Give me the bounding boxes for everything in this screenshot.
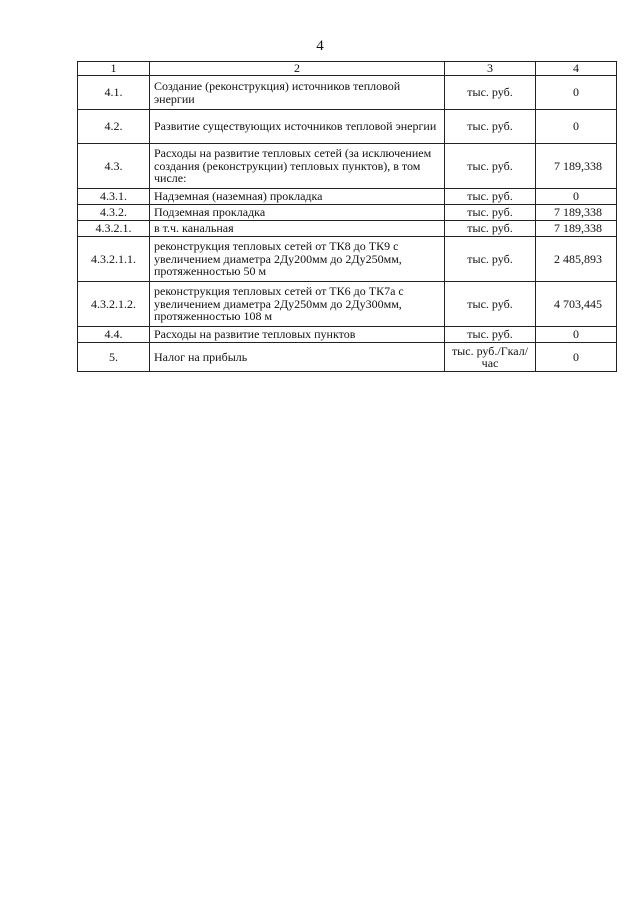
row-description: Развитие существующих источников тепловой энергии — [150, 110, 445, 144]
row-value: 0 — [536, 76, 617, 110]
row-unit: тыс. руб. — [445, 189, 536, 205]
row-unit: тыс. руб. — [445, 237, 536, 282]
row-value: 0 — [536, 327, 617, 343]
row-value: 0 — [536, 189, 617, 205]
row-unit: тыс. руб. — [445, 144, 536, 189]
table-row — [78, 205, 617, 221]
row-unit: тыс. руб. — [445, 76, 536, 110]
row-description: в т.ч. канальная — [150, 221, 445, 237]
column-header-1: 1 — [78, 62, 150, 76]
row-number: 5. — [78, 343, 150, 372]
table-row — [78, 144, 617, 189]
row-value: 0 — [536, 110, 617, 144]
row-description: Подземная прокладка — [150, 205, 445, 221]
row-value: 4 703,445 — [536, 282, 617, 327]
expense-table — [77, 61, 617, 372]
row-number: 4.3.2.1.1. — [78, 237, 150, 282]
page-number: 4 — [316, 38, 324, 54]
row-description: реконструкция тепловых сетей от ТК6 до ТК7а с увеличением диаметра 2Ду250мм до 2Ду300мм, протяженностью 108 м — [150, 282, 445, 327]
table-row — [78, 343, 617, 372]
row-value: 2 485,893 — [536, 237, 617, 282]
row-unit: тыс. руб. — [445, 110, 536, 144]
row-description: реконструкция тепловых сетей от ТК8 до ТК9 с увеличением диаметра 2Ду200мм до 2Ду250мм, протяженностью 50 м — [150, 237, 445, 282]
row-description: Налог на прибыль — [150, 343, 445, 372]
row-unit: тыс. руб. — [445, 205, 536, 221]
row-description: Надземная (наземная) прокладка — [150, 189, 445, 205]
row-unit: тыс. руб. — [445, 327, 536, 343]
table-row — [78, 327, 617, 343]
row-value: 7 189,338 — [536, 205, 617, 221]
row-number: 4.3. — [78, 144, 150, 189]
table-row — [78, 221, 617, 237]
row-number: 4.3.2.1. — [78, 221, 150, 237]
row-unit: тыс. руб. — [445, 221, 536, 237]
row-number: 4.2. — [78, 110, 150, 144]
column-header-4: 4 — [536, 62, 617, 76]
row-number: 4.4. — [78, 327, 150, 343]
row-value: 7 189,338 — [536, 144, 617, 189]
row-description: Создание (реконструкция) источников тепловой энергии — [150, 76, 445, 110]
row-unit: тыс. руб. — [445, 282, 536, 327]
row-number: 4.3.2. — [78, 205, 150, 221]
table-row — [78, 110, 617, 144]
column-header-2: 2 — [150, 62, 445, 76]
table-row — [78, 237, 617, 282]
table-row — [78, 282, 617, 327]
row-number: 4.1. — [78, 76, 150, 110]
table-row — [78, 76, 617, 110]
row-description: Расходы на развитие тепловых сетей (за исключением создания (реконструкции) тепловых пунктов), в том числе: — [150, 144, 445, 189]
row-number: 4.3.2.1.2. — [78, 282, 150, 327]
column-header-3: 3 — [445, 62, 536, 76]
row-description: Расходы на развитие тепловых пунктов — [150, 327, 445, 343]
row-value: 0 — [536, 343, 617, 372]
table-header-row — [78, 62, 617, 76]
row-unit: тыс. руб./Гкал/час — [445, 343, 536, 372]
row-number: 4.3.1. — [78, 189, 150, 205]
row-value: 7 189,338 — [536, 221, 617, 237]
table-row — [78, 189, 617, 205]
